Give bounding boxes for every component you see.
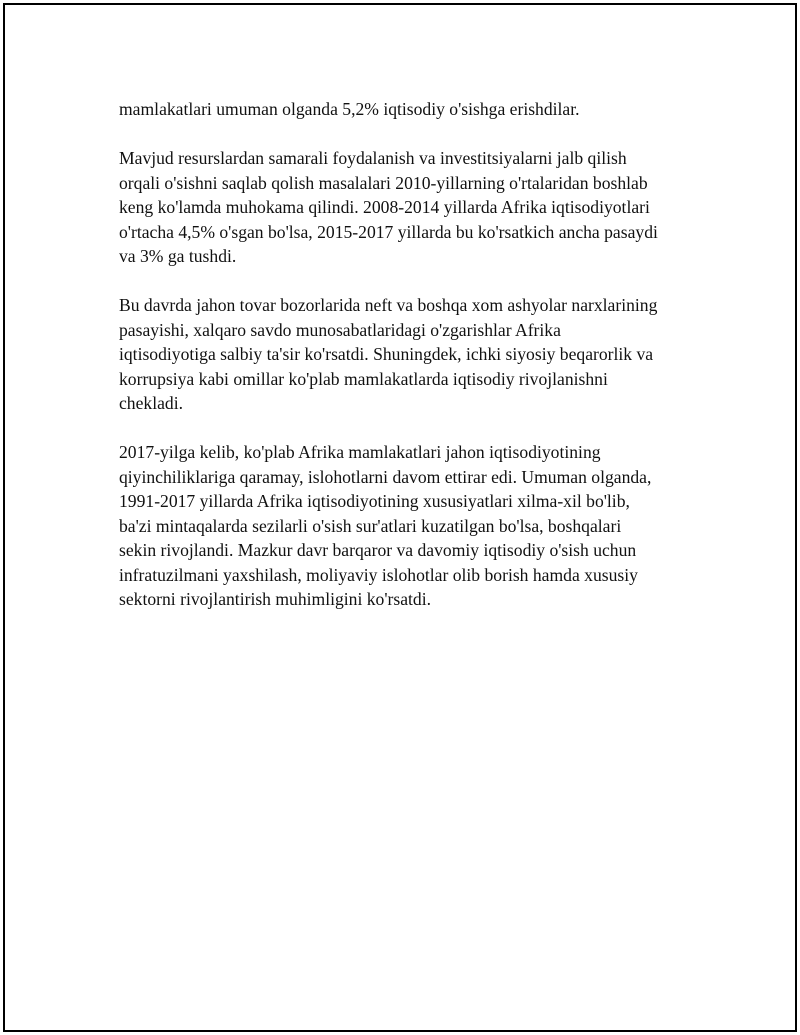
paragraph-3: Bu davrda jahon tovar bozorlarida neft va boshqa xom ashyolar narxlarining pasayishi, xalqaro savdo munosabatlaridagi o'zgarishlar Afrika iqtisodiyotiga salbiy ta'sir ko'rsatdi. Shuningdek, ichki siyosiy beqarorlik va korrupsiya kabi omillar ko'plab mamlakatlarda iqtisodiy rivojlanishni chekladi. bbox=[119, 295, 658, 413]
document-page bbox=[3, 3, 797, 1032]
document-body bbox=[119, 97, 694, 636]
paragraph-1: mamlakatlari umuman olganda 5,2% iqtisodiy o'sishga erishdilar. bbox=[119, 99, 580, 119]
paragraph-2: Mavjud resurslardan samarali foydalanish va investitsiyalarni jalb qilish orqali o'sishni saqlab qolish masalalari 2010-yillarning o'rtalaridan boshlab keng ko'lamda muhokama qilindi. 2008-2014 yillarda Afrika iqtisodiyotlari o'rtacha 4,5% o'sgan bo'lsa, 2015-2017 yillarda bu ko'rsatkich ancha pasaydi va 3% ga tushdi. bbox=[119, 148, 658, 266]
paragraph-4: 2017-yilga kelib, ko'plab Afrika mamlakatlari jahon iqtisodiyotining qiyinchiliklariga qaramay, islohotlarni davom ettirar edi. Umuman olganda, 1991-2017 yillarda Afrika iqtisodiyotining xususiyatlari xilma-xil bo'lib, ba'zi mintaqalarda sezilarli o'sish sur'atlari kuzatilgan bo'lsa, boshqalari sekin rivojlandi. Mazkur davr barqaror va davomiy iqtisodiy o'sish uchun infratuzilmani yaxshilash, moliyaviy islohotlar olib borish hamda xususiy sektorni rivojlantirish muhimligini ko'rsatdi. bbox=[119, 442, 652, 609]
